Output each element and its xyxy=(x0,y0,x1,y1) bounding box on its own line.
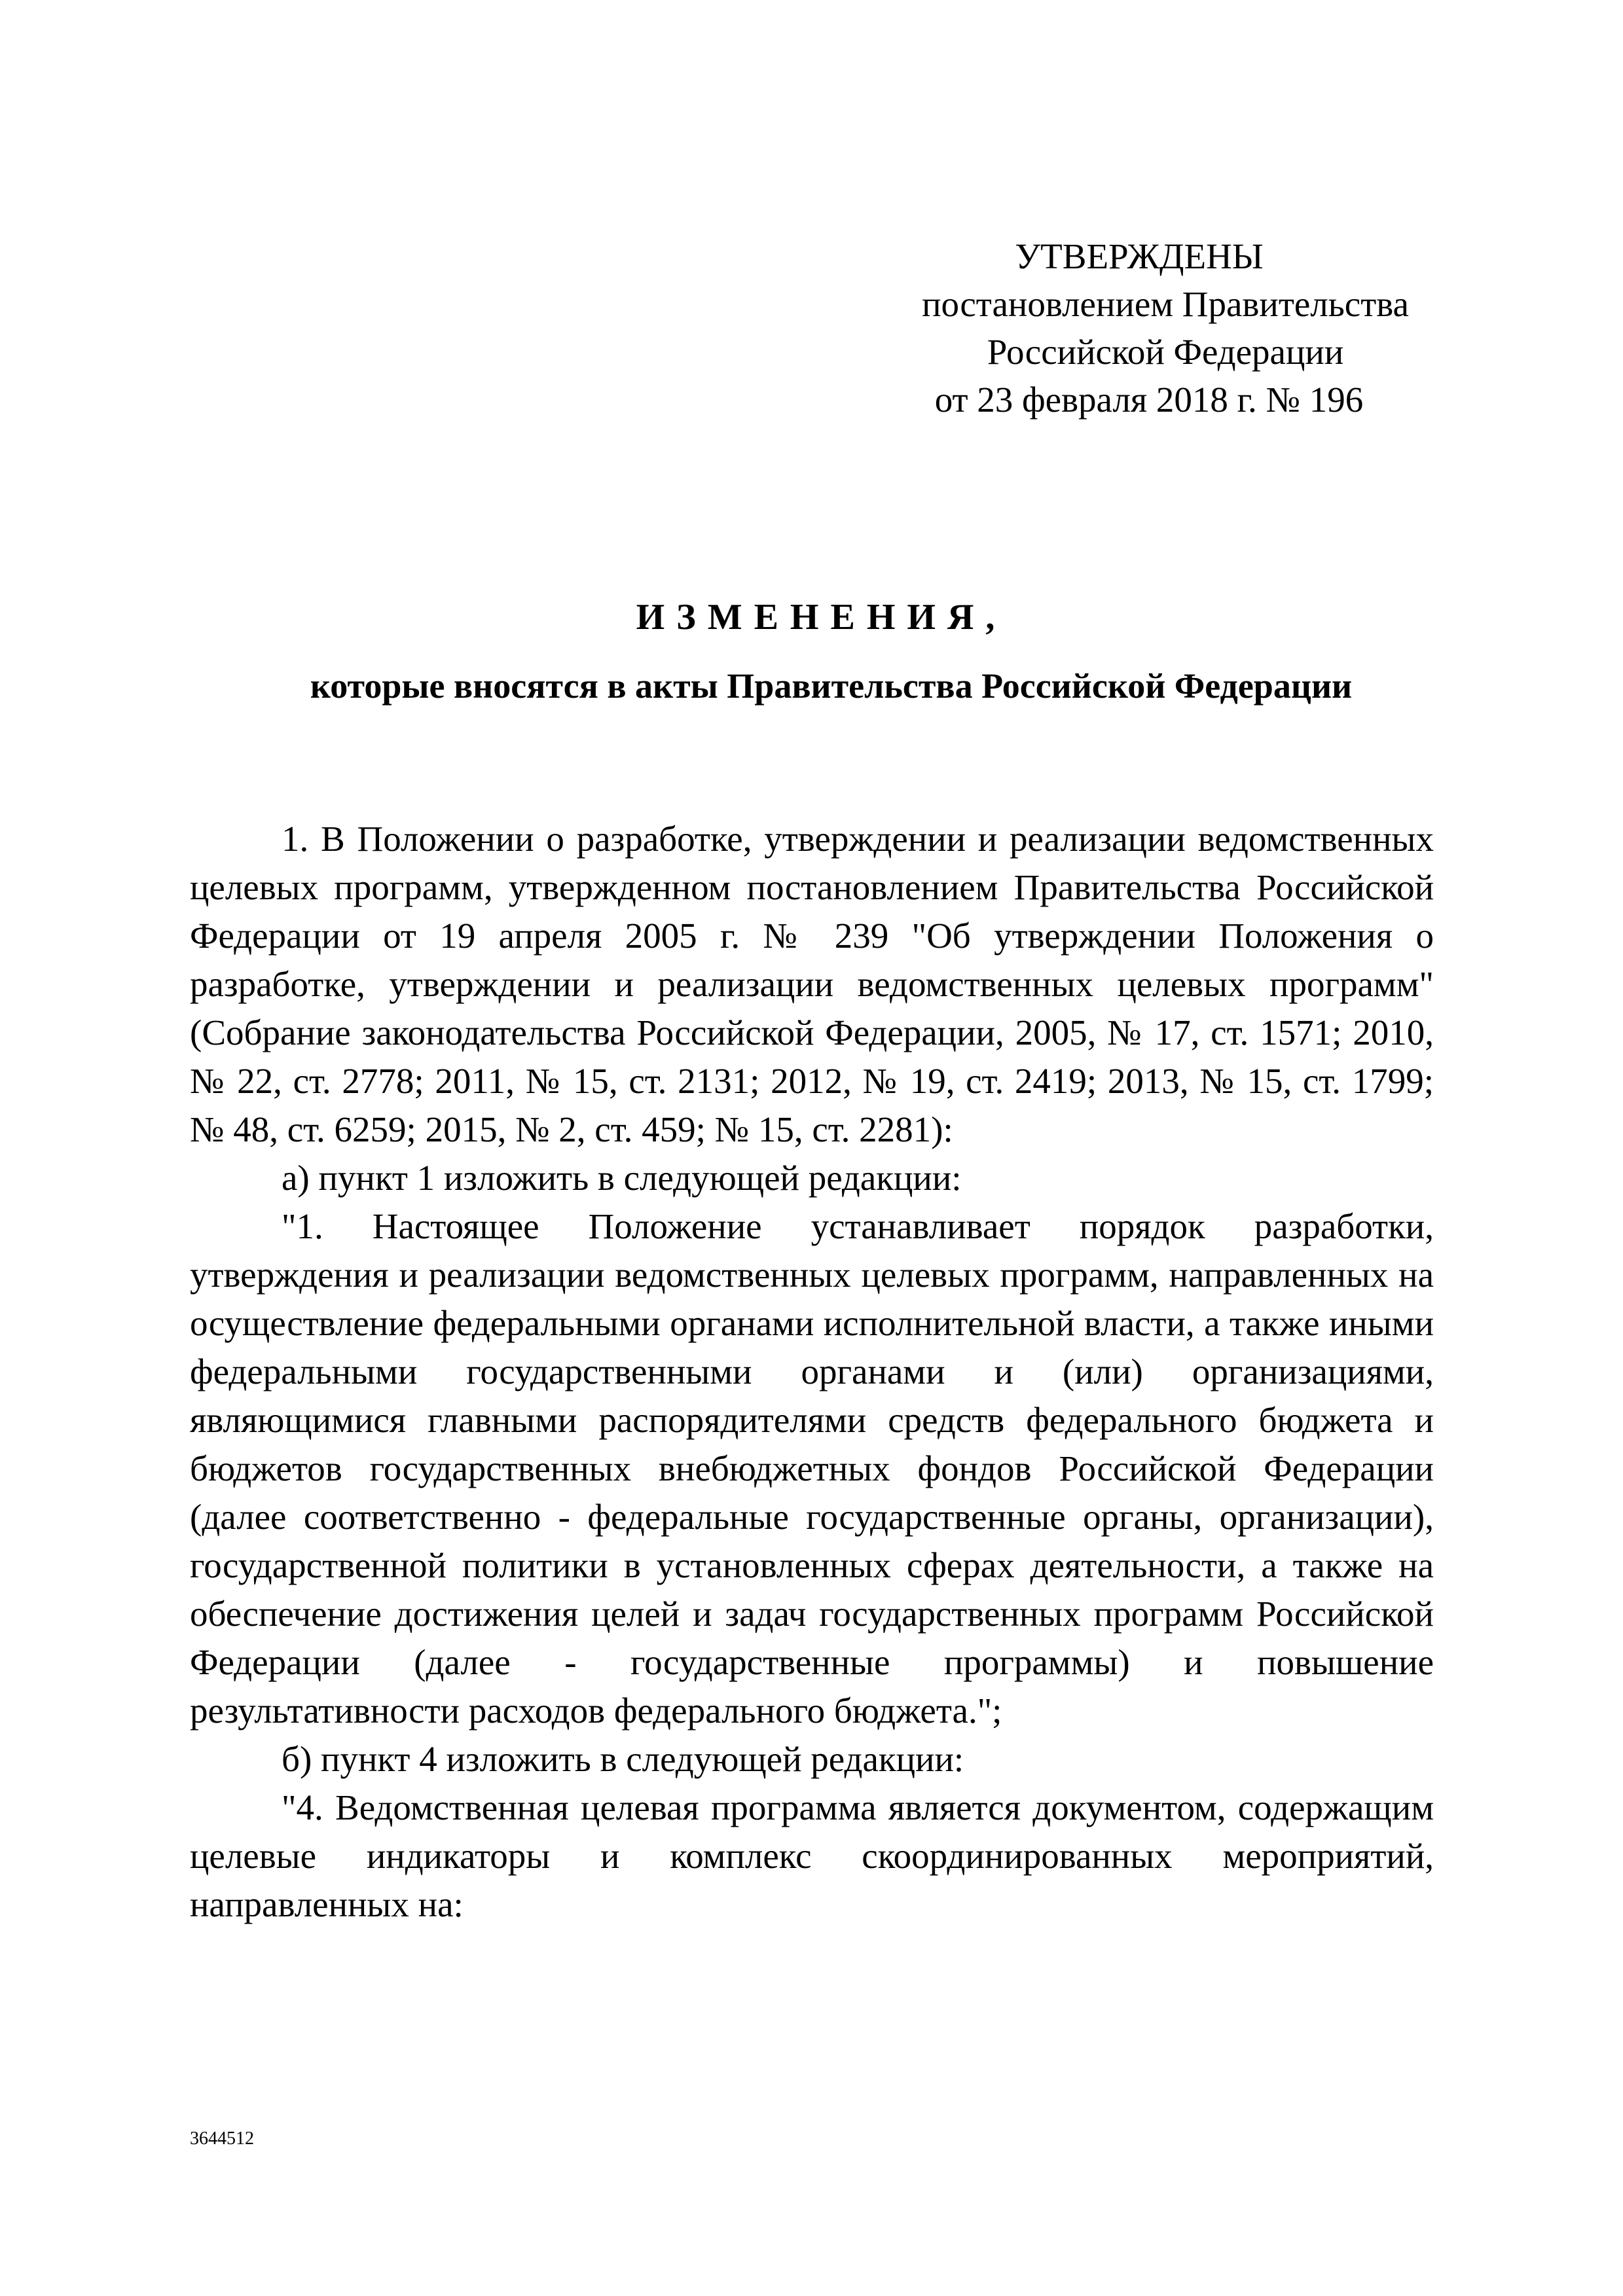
approval-line-3: от 23 февраля 2018 г. № 196 xyxy=(934,380,1364,420)
paragraph-2: а) пункт 1 изложить в следующей редакции: xyxy=(282,1158,962,1198)
document-title: ИЗМЕНЕНИЯ, xyxy=(636,597,1007,637)
approval-line-2: Российской Федерации xyxy=(987,332,1344,372)
paragraph-1: 1. В Положении о разработке, утверждении и реализации ведомственных целевых программ, утвержденном постановлением Правительства Российской Федерации от 19 апреля 2005 г. № 239 "Об утверждении Положения о разработке, утверждении и реализации ведомственных целевых программ" (Собрание законодательства Российской Федерации, 2005, № 17, ст. 1571; 2010, № 22, ст. 2778; 2011, № 15, ст. 2131; 2012, № 19, ст. 2419; 2013, № 15, ст. 1799; № 48, ст. 6259; 2015, № 2, ст. 459; № 15, ст. 2281): xyxy=(190,819,1434,1149)
document-body xyxy=(190,815,1434,1929)
paragraph-4: б) пункт 4 изложить в следующей редакции: xyxy=(282,1739,964,1779)
approval-line-1: постановлением Правительства xyxy=(922,284,1409,324)
paragraph-3: "1. Настоящее Положение устанавливает порядок разработки, утверждения и реализации ведомственных целевых программ, направленных на осуществление федеральными органами исполнительной власти, а также иными федеральными государственными органами и (или) организациями, являющимися главными распорядителями средств федерального бюджета и бюджетов государственных внебюджетных фондов Российской Федерации (далее соответственно - федеральные государственные органы, организации), государственной политики в установленных сферах деятельности, а также на обеспечение достижения целей и задач государственных программ Российской Федерации (далее - государственные программы) и повышение результативности расходов федерального бюджета."; xyxy=(190,1206,1434,1731)
document-subtitle: которые вносятся в акты Правительства Российской Федерации xyxy=(310,666,1353,706)
approval-heading: УТВЕРЖДЕНЫ xyxy=(1015,236,1264,276)
document-code: 3644512 xyxy=(190,2128,254,2149)
approval-block xyxy=(864,232,1467,423)
paragraph-5: "4. Ведомственная целевая программа является документом, содержащим целевые индикаторы и комплекс скоординированных мероприятий, направленных на: xyxy=(190,1787,1434,1924)
